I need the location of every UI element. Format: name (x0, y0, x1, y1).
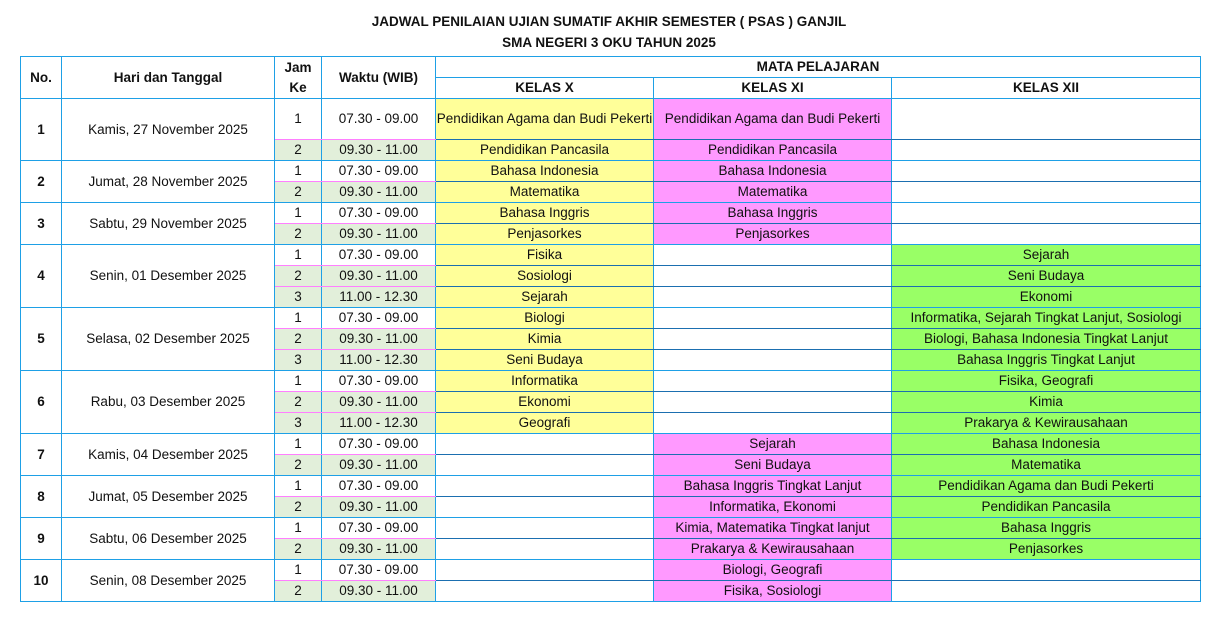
session-time: 07.30 - 09.00 (322, 161, 436, 182)
subject-kelas-xii: Biologi, Bahasa Indonesia Tingkat Lanjut (892, 329, 1201, 350)
session-time: 09.30 - 11.00 (322, 224, 436, 245)
day-number: 7 (21, 434, 62, 476)
subject-kelas-xi: Bahasa Inggris (654, 203, 892, 224)
subject-kelas-x (436, 476, 654, 497)
session-time: 07.30 - 09.00 (322, 476, 436, 497)
header-kelas-xii: KELAS XII (892, 78, 1201, 99)
subject-kelas-x: Bahasa Inggris (436, 203, 654, 224)
day-date: Kamis, 27 November 2025 (62, 99, 275, 161)
subject-kelas-xi: Fisika, Sosiologi (654, 581, 892, 602)
session-time: 09.30 - 11.00 (322, 182, 436, 203)
session-jam: 1 (275, 434, 322, 455)
schedule-row (21, 434, 1201, 455)
subject-kelas-x: Informatika (436, 371, 654, 392)
subject-kelas-xi (654, 350, 892, 371)
subject-kelas-x (436, 539, 654, 560)
subject-kelas-x (436, 560, 654, 581)
header-no: No. (21, 57, 62, 99)
session-time: 09.30 - 11.00 (322, 455, 436, 476)
subject-kelas-xi: Bahasa Indonesia (654, 161, 892, 182)
schedule-row (21, 161, 1201, 182)
subject-kelas-xi (654, 266, 892, 287)
session-time: 11.00 - 12.30 (322, 413, 436, 434)
header-jam-line2: Ke (289, 79, 307, 95)
day-date: Jumat, 28 November 2025 (62, 161, 275, 203)
subject-kelas-xii: Prakarya & Kewirausahaan (892, 413, 1201, 434)
schedule-body (21, 99, 1201, 602)
day-date: Senin, 08 Desember 2025 (62, 560, 275, 602)
subject-kelas-xii: Sejarah (892, 245, 1201, 266)
subject-kelas-x (436, 455, 654, 476)
subject-kelas-xii: Pendidikan Agama dan Budi Pekerti (892, 476, 1201, 497)
subject-kelas-xi: Kimia, Matematika Tingkat lanjut (654, 518, 892, 539)
subject-kelas-x: Bahasa Indonesia (436, 161, 654, 182)
header-subjects: MATA PELAJARAN (436, 57, 1201, 78)
subject-kelas-xii: Informatika, Sejarah Tingkat Lanjut, Sosiologi (892, 308, 1201, 329)
session-jam: 3 (275, 350, 322, 371)
subject-kelas-x: Pendidikan Pancasila (436, 140, 654, 161)
subject-kelas-x: Geografi (436, 413, 654, 434)
session-jam: 2 (275, 140, 322, 161)
session-time: 07.30 - 09.00 (322, 371, 436, 392)
subject-kelas-xii: Ekonomi (892, 287, 1201, 308)
subject-kelas-xii: Bahasa Inggris Tingkat Lanjut (892, 350, 1201, 371)
subject-kelas-xi: Matematika (654, 182, 892, 203)
schedule-row (21, 560, 1201, 581)
session-time: 09.30 - 11.00 (322, 581, 436, 602)
day-date: Kamis, 04 Desember 2025 (62, 434, 275, 476)
subject-kelas-xii: Pendidikan Pancasila (892, 497, 1201, 518)
session-jam: 1 (275, 371, 322, 392)
session-jam: 1 (275, 476, 322, 497)
session-time: 09.30 - 11.00 (322, 392, 436, 413)
session-time: 09.30 - 11.00 (322, 539, 436, 560)
subject-kelas-x (436, 434, 654, 455)
subject-kelas-xii (892, 560, 1201, 581)
header-jam-line1: Jam (284, 59, 312, 75)
subject-kelas-x: Biologi (436, 308, 654, 329)
subject-kelas-xii (892, 99, 1201, 140)
session-jam: 2 (275, 497, 322, 518)
session-jam: 2 (275, 266, 322, 287)
subject-kelas-xii: Fisika, Geografi (892, 371, 1201, 392)
session-time: 07.30 - 09.00 (322, 518, 436, 539)
subject-kelas-x: Kimia (436, 329, 654, 350)
session-jam: 1 (275, 518, 322, 539)
subject-kelas-x: Penjasorkes (436, 224, 654, 245)
subject-kelas-xi: Pendidikan Agama dan Budi Pekerti (654, 99, 892, 140)
session-time: 09.30 - 11.00 (322, 497, 436, 518)
subject-kelas-xi: Prakarya & Kewirausahaan (654, 539, 892, 560)
session-time: 07.30 - 09.00 (322, 99, 436, 140)
subject-kelas-x: Sosiologi (436, 266, 654, 287)
subject-kelas-xi: Informatika, Ekonomi (654, 497, 892, 518)
schedule-row (21, 245, 1201, 266)
subject-kelas-x: Sejarah (436, 287, 654, 308)
session-jam: 2 (275, 581, 322, 602)
day-number: 10 (21, 560, 62, 602)
session-time: 07.30 - 09.00 (322, 245, 436, 266)
session-time: 11.00 - 12.30 (322, 287, 436, 308)
subject-kelas-xii: Seni Budaya (892, 266, 1201, 287)
day-number: 5 (21, 308, 62, 371)
session-jam: 1 (275, 203, 322, 224)
subject-kelas-xii: Bahasa Inggris (892, 518, 1201, 539)
subject-kelas-xii (892, 203, 1201, 224)
session-jam: 3 (275, 413, 322, 434)
schedule-row (21, 476, 1201, 497)
subject-kelas-x (436, 518, 654, 539)
session-time: 11.00 - 12.30 (322, 350, 436, 371)
subject-kelas-xii: Bahasa Indonesia (892, 434, 1201, 455)
document-title: JADWAL PENILAIAN UJIAN SUMATIF AKHIR SEMESTER ( PSAS ) GANJIL (371, 14, 847, 29)
day-number: 4 (21, 245, 62, 308)
exam-schedule-table (20, 56, 1201, 602)
subject-kelas-xii (892, 224, 1201, 245)
subject-kelas-xi: Sejarah (654, 434, 892, 455)
header-day-date: Hari dan Tanggal (62, 57, 275, 99)
day-date: Jumat, 05 Desember 2025 (62, 476, 275, 518)
session-jam: 3 (275, 287, 322, 308)
session-time: 09.30 - 11.00 (322, 140, 436, 161)
session-time: 09.30 - 11.00 (322, 266, 436, 287)
subject-kelas-xi (654, 308, 892, 329)
subject-kelas-xii (892, 140, 1201, 161)
session-jam: 1 (275, 99, 322, 140)
session-jam: 2 (275, 392, 322, 413)
subject-kelas-xii (892, 581, 1201, 602)
header-kelas-xi: KELAS XI (654, 78, 892, 99)
day-number: 6 (21, 371, 62, 434)
schedule-row (21, 203, 1201, 224)
schedule-row (21, 518, 1201, 539)
day-number: 3 (21, 203, 62, 245)
session-jam: 1 (275, 560, 322, 581)
day-date: Selasa, 02 Desember 2025 (62, 308, 275, 371)
day-number: 1 (21, 99, 62, 161)
subject-kelas-xi (654, 287, 892, 308)
session-time: 09.30 - 11.00 (322, 329, 436, 350)
subject-kelas-xi (654, 245, 892, 266)
session-time: 07.30 - 09.00 (322, 203, 436, 224)
session-jam: 1 (275, 245, 322, 266)
document-subtitle: SMA NEGERI 3 OKU TAHUN 2025 (502, 35, 716, 50)
schedule-row (21, 308, 1201, 329)
subject-kelas-xi (654, 371, 892, 392)
subject-kelas-xi: Pendidikan Pancasila (654, 140, 892, 161)
subject-kelas-xii (892, 161, 1201, 182)
subject-kelas-xi: Seni Budaya (654, 455, 892, 476)
session-time: 07.30 - 09.00 (322, 308, 436, 329)
day-date: Rabu, 03 Desember 2025 (62, 371, 275, 434)
day-date: Sabtu, 29 November 2025 (62, 203, 275, 245)
session-jam: 2 (275, 182, 322, 203)
subject-kelas-xi: Biologi, Geografi (654, 560, 892, 581)
day-number: 8 (21, 476, 62, 518)
subject-kelas-x (436, 581, 654, 602)
subject-kelas-x: Fisika (436, 245, 654, 266)
day-number: 2 (21, 161, 62, 203)
subject-kelas-x: Pendidikan Agama dan Budi Pekerti (436, 99, 654, 140)
header-jam-ke (275, 57, 322, 99)
day-number: 9 (21, 518, 62, 560)
session-jam: 2 (275, 455, 322, 476)
session-jam: 1 (275, 161, 322, 182)
header-time: Waktu (WIB) (322, 57, 436, 99)
subject-kelas-xi (654, 329, 892, 350)
session-jam: 1 (275, 308, 322, 329)
subject-kelas-xii: Matematika (892, 455, 1201, 476)
subject-kelas-x: Ekonomi (436, 392, 654, 413)
subject-kelas-xi (654, 413, 892, 434)
subject-kelas-xi (654, 392, 892, 413)
session-time: 07.30 - 09.00 (322, 560, 436, 581)
subject-kelas-xii: Kimia (892, 392, 1201, 413)
session-time: 07.30 - 09.00 (322, 434, 436, 455)
subject-kelas-xii: Penjasorkes (892, 539, 1201, 560)
session-jam: 2 (275, 329, 322, 350)
session-jam: 2 (275, 224, 322, 245)
day-date: Sabtu, 06 Desember 2025 (62, 518, 275, 560)
subject-kelas-x (436, 497, 654, 518)
schedule-row (21, 371, 1201, 392)
subject-kelas-xi: Penjasorkes (654, 224, 892, 245)
session-jam: 2 (275, 539, 322, 560)
subject-kelas-xi: Bahasa Inggris Tingkat Lanjut (654, 476, 892, 497)
subject-kelas-x: Seni Budaya (436, 350, 654, 371)
header-kelas-x: KELAS X (436, 78, 654, 99)
schedule-row (21, 99, 1201, 140)
day-date: Senin, 01 Desember 2025 (62, 245, 275, 308)
subject-kelas-xii (892, 182, 1201, 203)
subject-kelas-x: Matematika (436, 182, 654, 203)
